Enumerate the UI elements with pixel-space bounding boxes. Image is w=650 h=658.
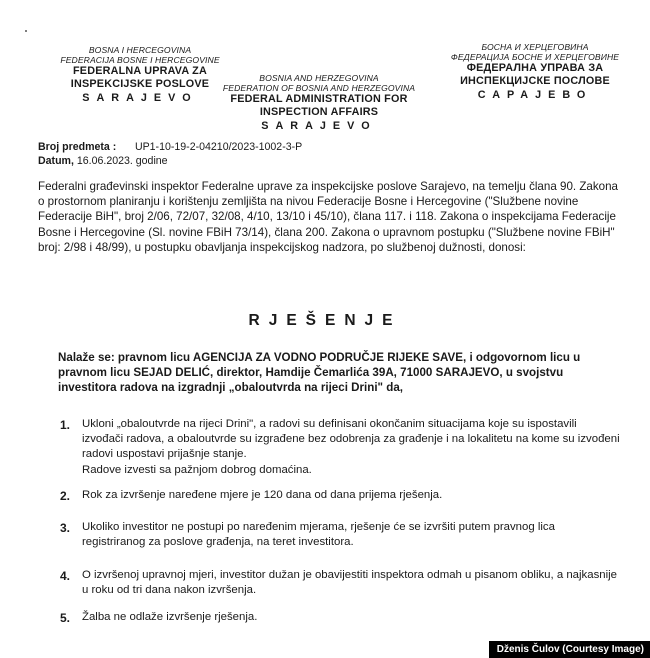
item-text-2: Radove izvesti sa pažnjom dobrog domaćina. xyxy=(82,463,312,476)
header-federation: ФЕДЕРАЦИЈА БОСНЕ И ХЕРЦЕГОВИНЕ xyxy=(450,52,620,63)
photo-credit: Dženis Čulov (Courtesy Image) xyxy=(489,641,650,658)
item-text: Rok za izvršenje naređene mjere je 120 dana od dana prijema rješenja. xyxy=(82,489,443,501)
document-title: RJEŠENJE xyxy=(248,312,402,329)
header-agency: ФЕДЕРАЛНА УПРАВА ЗА xyxy=(466,62,604,75)
item-text: O izvršenoj upravnoj mjeri, investitor dužan je obavijestiti inspektora odmah u pisanom obliku, a najkasnije u roku od tri dana nakon izvršenja. xyxy=(82,569,617,597)
list-item xyxy=(60,568,620,598)
item-text: Ukloni „obaloutvrde na rijeci Drini", a radovi su definisani okončanim situacijama koje su ispostavili izvođači radova, a obaloutvrde su izgrađene bez odobrenja za građenje i na lokalitetu na kome su izvođeni radovi uspostavi prijašnje stanje. xyxy=(82,418,620,461)
item-text: Žalba ne odlaže izvršenje rješenja. xyxy=(82,611,258,623)
header-city: SARAJEVO xyxy=(82,91,198,104)
list-item xyxy=(60,488,620,503)
item-number: 1. xyxy=(60,418,71,432)
item-number: 3. xyxy=(60,521,71,535)
case-number-label: Broj predmeta : xyxy=(38,141,117,153)
intro-paragraph: Federalni građevinski inspektor Federalne uprave za inspekcijske poslove Sarajevo, na temelju člana 90. Zakona o prostornom planiranju i korištenju zemljišta na nivou Federacije Bosne i Hercegovine ("Službene novine Federacije BiH", broj 2/06, 72/07, 32/08, 4/10, 13/10 i 45/10), člana 117. i 118. Zakona o inspekcijama Federacije Bosne i Hercegovine (Sl. novine FBiH 73/14), člana 200. Zakona o upravnom postupku ("Službene novine FBiH" broj: 2/98 i 48/99), u postupku obavljanja inspekcijskog nadzora, po službenoj dužnosti, donosi: xyxy=(38,180,619,254)
header-agency: FEDERALNA UPRAVA ZA xyxy=(73,65,207,78)
item-number: 5. xyxy=(60,611,71,625)
header-country: БОСНА И ХЕРЦЕГОВИНА xyxy=(481,42,589,52)
date-label: Datum, xyxy=(38,155,74,167)
order-paragraph: Nalaže se: pravnom licu AGENCIJA ZA VODNO PODRUČJE RIJEKE SAVE, i odgovornom licu u pravnom licu SEJAD DELIĆ, direktor, Hamdije Čemarlića 39A, 71000 SARAJEVO, u svojstvu investitora radova na izgradnji „obaloutvrda na rijeci Drini" da, xyxy=(58,351,581,394)
header-country: BOSNIA AND HERZEGOVINA xyxy=(259,73,379,83)
item-text: Ukoliko investitor ne postupi po naređenim mjerama, rješenje će se izvršiti putem pravnog lica registriranog za poslove građenja, na teret investitora. xyxy=(82,521,555,549)
header-english xyxy=(210,73,428,132)
header-agency: FEDERAL ADMINISTRATION FOR xyxy=(230,93,408,106)
list-item xyxy=(60,610,620,625)
header-cyrillic xyxy=(430,42,640,101)
item-number: 2. xyxy=(60,489,71,503)
header-agency-2: INSPECTION AFFAIRS xyxy=(259,106,379,119)
date-value: 16.06.2023. godine xyxy=(76,155,168,167)
case-number-line xyxy=(38,141,302,153)
list-item xyxy=(60,417,620,478)
item-number: 4. xyxy=(60,569,71,583)
header-agency-2: INSPEKCIJSKE POSLOVE xyxy=(70,78,210,91)
header-federation: FEDERACIJA BOSNE I HERCEGOVINE xyxy=(60,55,220,66)
list-item xyxy=(60,520,620,550)
header-city: САРАЈЕВО xyxy=(477,88,593,101)
header-city: SARAJEVO xyxy=(261,119,377,132)
header-country: BOSNA I HERCEGOVINA xyxy=(88,45,192,55)
date-line xyxy=(38,155,168,167)
case-number: UP1-10-19-2-04210/2023-1002-3-P xyxy=(134,141,303,153)
scan-speck xyxy=(25,30,27,32)
header-agency-2: ИНСПЕКЦИЈСКЕ ПОСЛОВЕ xyxy=(460,75,610,88)
header-federation: FEDERATION OF BOSNIA AND HERZEGOVINA xyxy=(222,83,416,94)
